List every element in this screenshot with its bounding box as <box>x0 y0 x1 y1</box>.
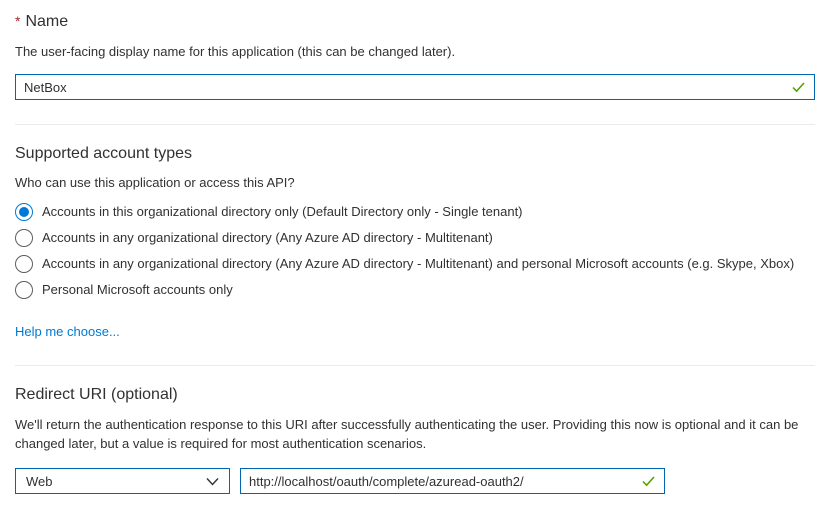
platform-select[interactable] <box>15 468 230 494</box>
name-input[interactable] <box>16 75 792 99</box>
radio-option-label: Accounts in this organizational directory only (Default Directory only - Single tenant) <box>42 204 523 219</box>
radio-option-personal-only[interactable] <box>15 277 815 303</box>
redirect-uri-title: Redirect URI (optional) <box>15 386 178 403</box>
redirect-uri-description: We'll return the authentication response to this URI after successfully authenticating the user. Providing this now is optional and it can be changed later, but a value is required for most authentication scenarios. <box>15 417 799 451</box>
radio-option-multitenant[interactable] <box>15 225 815 251</box>
name-section-title <box>15 12 815 31</box>
section-divider <box>15 124 815 125</box>
name-label: Name <box>25 13 69 30</box>
redirect-uri-row <box>15 468 815 494</box>
radio-option-label: Accounts in any organizational directory (Any Azure AD directory - Multitenant) and personal Microsoft accounts (e.g. Skype, Xbox) <box>42 256 795 271</box>
radio-button[interactable] <box>15 229 33 247</box>
platform-select-value: Web <box>26 473 53 489</box>
radio-option-label: Accounts in any organizational directory (Any Azure AD directory - Multitenant) <box>42 230 493 245</box>
name-description: The user-facing display name for this application (this can be changed later). <box>15 44 456 59</box>
redirect-uri-input[interactable] <box>241 469 642 493</box>
name-field <box>15 74 815 100</box>
account-types-title: Supported account types <box>15 145 193 162</box>
required-asterisk: * <box>15 13 21 29</box>
account-types-question: Who can use this application or access this API? <box>15 175 295 190</box>
account-types-radio-group <box>15 199 815 303</box>
redirect-uri-field <box>240 468 665 494</box>
radio-option-label: Personal Microsoft accounts only <box>42 282 233 297</box>
radio-button[interactable] <box>15 281 33 299</box>
radio-button[interactable] <box>15 255 33 273</box>
help-me-choose-link[interactable]: Help me choose... <box>15 324 120 339</box>
radio-option-single-tenant[interactable] <box>15 199 815 225</box>
radio-button[interactable] <box>15 203 33 221</box>
section-divider <box>15 365 815 366</box>
chevron-down-icon <box>206 477 219 486</box>
check-icon <box>792 82 805 93</box>
radio-option-multitenant-personal[interactable] <box>15 251 815 277</box>
check-icon <box>642 476 655 487</box>
